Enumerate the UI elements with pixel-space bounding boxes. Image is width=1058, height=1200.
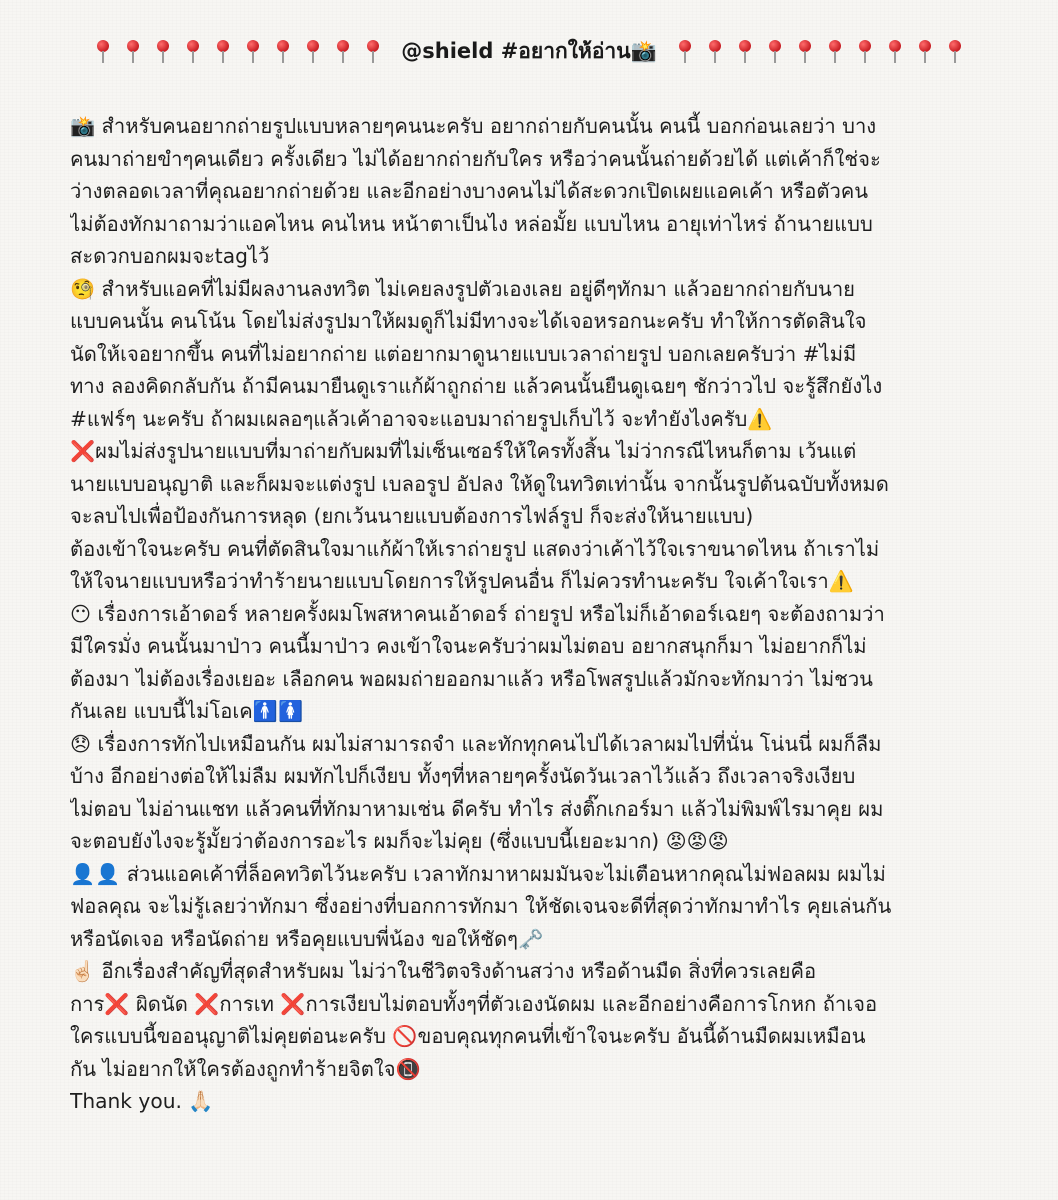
paragraph-p3 [70,435,1000,598]
text-line: ❌ผมไม่ส่งรูปนายแบบที่มาถ่ายกับผมที่ไม่เซ็นเซอร์ให้ใครทั้งสิ้น ไม่ว่ากรณีไหนก็ตาม เว้นแต่ [70,439,857,463]
text-line: Thank you. 🙏🏻 [70,1089,214,1113]
text-line: บ้าง อีกอย่างต่อให้ไม่ลืม ผมทักไปก็เงียบ ทั้งๆที่หลายๆครั้งนัดวันเวลาไว้แล้ว ถึงเวลาจริงเงียบ [70,764,856,788]
text-line: ว่างตลอดเวลาที่คุณอยากถ่ายด้วย และอีกอย่างบางคนไม่ได้สะดวกเปิดเผยแอคเค้า หรือตัวคน [70,179,869,203]
pin-row-right [670,38,970,62]
post-body [70,110,1000,1118]
text-line: แบบคนนั้น คนโน้น โดยไม่ส่งรูปมาให้ผมดูก็ไม่มีทางจะได้เจอหรอกนะครับ ทำให้การตัดสินใจ [70,309,867,333]
text-line: 😞 เรื่องการทักไปเหมือนกัน ผมไม่สามารถจำ และทักทุกคนไปได้เวลาผมไปที่นั่น โน่นนี่ ผมก็ลืม [70,731,882,756]
text-line: #แฟร์ๆ นะครับ ถ้าผมเผลอๆแล้วเค้าอาจจะแอบมาถ่ายรูปเก็บไว้ จะทำยังไงครับ⚠️ [70,406,773,431]
camera-icon: 📸 [630,39,657,63]
paragraph-p4 [70,598,1000,728]
paragraph-p5 [70,728,1000,858]
header [0,34,1058,67]
paragraph-p7 [70,955,1000,1118]
pushpin-icon [858,37,872,65]
text-line: นายแบบอนุญาติ และก็ผมจะแต่งรูป เบลอรูป อัปลง ให้ดูในทวิตเท่านั้น จากนั้นรูปต้นฉบับทั้งหมด [70,471,889,496]
pushpin-icon [888,37,902,65]
pushpin-icon [798,37,812,65]
text-line: สะดวกบอกผมจะtagไว้ [70,244,270,268]
pushpin-icon [768,37,782,65]
text-line: จะลบไปเพื่อป้องกันการหลุด (ยกเว้นนายแบบต้องการไฟล์รูป ก็จะส่งให้นายแบบ) [70,504,754,528]
header-handle: @shield #อยากให้อ่าน [401,39,631,63]
text-line: 📸 สำหรับคนอยากถ่ายรูปแบบหลายๆคนนะครับ อยากถ่ายกับคนนั้น คนนี้ บอกก่อนเลยว่า บาง [70,114,877,138]
text-line: นัดให้เจอยากขึ้น คนที่ไม่อยากถ่าย แต่อยากมาดูนายแบบเวลาถ่ายรูป บอกเลยครับว่า #ไม่มี [70,341,857,366]
text-line: ให้ใจนายแบบหรือว่าทำร้ายนายแบบโดยการให้รูปคนอื่น ก็ไม่ควรทำนะครับ ใจเค้าใจเรา⚠️ [70,569,854,593]
text-line: การ❌ ผิดนัด ❌การเท ❌การเงียบไม่ตอบทั้งๆที่ตัวเองนัดผม และอีกอย่างคือการโกหก ถ้าเจอ [70,991,878,1016]
text-line: ไม่ต้องทักมาถามว่าแอคไหน คนไหน หน้าตาเป็นไง หล่อมั้ย แบบไหน อายุเท่าไหร่ ถ้านายแบบ [70,211,873,236]
text-line: หรือนัดเจอ หรือนัดถ่าย หรือคุยแบบพี่น้อง ขอให้ชัดๆ🗝️ [70,926,544,951]
text-line: 😶 เรื่องการเอ้าดอร์ หลายครั้งผมโพสหาคนเอ้าดอร์ ถ่ายรูป หรือไม่ก็เอ้าดอร์เฉยๆ จะต้องถามว่า [70,601,885,626]
pushpin-icon [96,37,110,65]
pushpin-icon [336,37,350,65]
pushpin-icon [276,37,290,65]
text-line: ใครแบบนี้ขออนุญาติไม่คุยต่อนะครับ 🚫ขอบคุณทุกคนที่เข้าใจนะครับ อันนี้ด้านมืดผมเหมือน [70,1024,866,1048]
pushpin-icon [246,37,260,65]
pushpin-icon [186,37,200,65]
text-line: มีใครมั่ง คนนั้นมาป่าว คนนี้มาป่าว คงเข้าใจนะครับว่าผมไม่ตอบ อยากสนุกก็มา ไม่อยากก็ไม่ [70,634,867,658]
pushpin-icon [306,37,320,65]
text-line: ☝🏻 อีกเรื่องสำคัญที่สุดสำหรับผม ไม่ว่าในชีวิตจริงด้านสว่าง หรือด้านมืด สิ่งที่ควรเลยคือ [70,959,817,983]
pushpin-icon [216,37,230,65]
text-line: ต้องเข้าใจนะครับ คนที่ตัดสินใจมาแก้ผ้าให้เราถ่ายรูป แสดงว่าเค้าไว้ใจเราขนาดไหน ถ้าเราไม่ [70,536,880,561]
pushpin-icon [828,37,842,65]
pushpin-icon [738,37,752,65]
text-line: ต้องมา ไม่ต้องเรื่องเยอะ เลือกคน พอผมถ่ายออกมาแล้ว หรือโพสรูปแล้วมักจะทักมาว่า ไม่ชวน [70,666,873,691]
text-line: จะตอบยังไงจะรู้มั้ยว่าต้องการอะไร ผมก็จะไม่คุย (ซึ่งแบบนี้เยอะมาก) 😡😡😡 [70,829,729,853]
text-line: ทาง ลองคิดกลับกัน ถ้ามีคนมายืนดูเราแก้ผ้าถูกถ่าย แล้วคนนั้นยืนดูเฉยๆ ชักว่าวไป จะรู้สึกยังไง [70,374,883,398]
pushpin-icon [948,37,962,65]
text-line: 👤👤 ส่วนแอคเค้าที่ล็อคทวิตไว้นะครับ เวลาทักมาหาผมมันจะไม่เตือนหากคุณไม่ฟอลผม ผมไม่ [70,861,886,886]
pushpin-icon [918,37,932,65]
text-line: กัน ไม่อยากให้ใครต้องถูกทำร้ายจิตใจ📵 [70,1056,421,1081]
text-line: ไม่ตอบ ไม่อ่านแชท แล้วคนที่ทักมาหามเช่น ดีครับ ทำไร ส่งติ๊กเกอร์มา แล้วไม่พิมพ์ไรมาคุย ผม [70,796,884,821]
pushpin-icon [156,37,170,65]
text-line: กันเลย แบบนี้ไม่โอเค🚹🚺 [70,699,304,723]
pushpin-icon [708,37,722,65]
pushpin-icon [366,37,380,65]
paragraph-p1 [70,110,1000,273]
pin-row-left [88,38,388,62]
pushpin-icon [126,37,140,65]
paragraph-p6 [70,858,1000,956]
header-title [401,35,656,67]
text-line: ฟอลคุณ จะไม่รู้เลยว่าทักมา ซึ่งอย่างที่บอกการทักมา ให้ชัดเจนจะดีที่สุดว่าทักมาทำไร คุยเล่นกัน [70,894,892,918]
paragraph-p2 [70,273,1000,436]
text-line: คนมาถ่ายขำๆคนเดียว ครั้งเดียว ไม่ได้อยากถ่ายกับใคร หรือว่าคนนั้นถ่ายด้วยได้ แต่เค้าก็ใช่จะ [70,146,881,171]
text-line: 🧐 สำหรับแอคที่ไม่มีผลงานลงทวิต ไม่เคยลงรูปตัวเองเลย อยู่ดีๆทักมา แล้วอยากถ่ายกับนาย [70,276,856,301]
pushpin-icon [678,37,692,65]
